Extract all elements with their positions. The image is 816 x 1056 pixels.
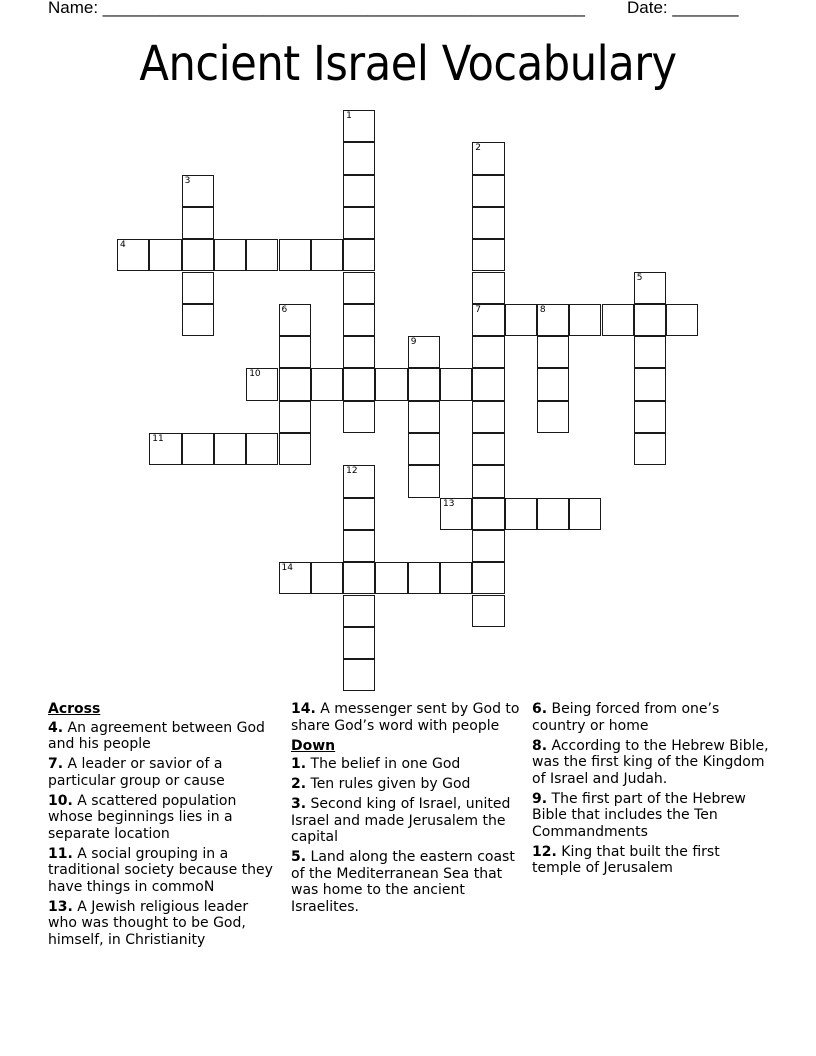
grid-cell[interactable] [472,530,504,562]
clue-down-3 [291,796,523,846]
grid-cell[interactable] [182,433,214,465]
grid-cell[interactable] [375,562,407,594]
clue-number-label: 14 [281,563,293,574]
clue-down-1 [291,756,523,773]
grid-cell[interactable] [375,368,407,400]
grid-cell[interactable] [343,627,375,659]
grid-cell[interactable] [472,562,504,594]
grid-cell[interactable] [472,498,504,530]
clue-number-label: 8 [539,304,546,315]
clue-number: 8. [532,737,548,754]
grid-cell[interactable] [246,368,278,400]
grid-cell[interactable] [408,562,440,594]
clue-text: The belief in one God [310,756,461,772]
grid-cell[interactable] [311,239,343,271]
clue-number-label: 5 [636,272,643,283]
clue-text: King that built the first temple of Jerusalem [532,843,720,876]
grid-cell[interactable] [634,304,666,336]
grid-cell[interactable] [182,304,214,336]
clue-text: A leader or savior of a particular group or cause [48,756,225,789]
grid-cell[interactable] [505,304,537,336]
grid-cell[interactable] [149,239,181,271]
clue-number-label: 2 [475,143,482,154]
clue-number: 5. [291,849,307,865]
grid-cell[interactable] [279,304,311,336]
clue-text: According to the Hebrew Bible, was the first king of the Kingdom of Israel and Judah. [532,737,769,787]
grid-cell[interactable] [343,110,375,142]
clue-across-13 [48,899,280,949]
clue-number-label: 10 [249,369,261,380]
clue-column-3 [532,701,772,880]
clue-text: Land along the eastern coast of the Mediterranean Sea that was home to the ancient Israelites. [291,849,515,915]
grid-cell[interactable] [440,498,472,530]
name-label: Name: [48,0,103,17]
clue-down-9 [532,791,772,841]
clue-number-label: 13 [443,498,455,509]
clue-down-6 [532,701,772,734]
clue-number-label: 3 [184,175,191,186]
clue-down-2 [291,776,523,793]
clue-across-11 [48,846,280,896]
clue-number: 4. [48,719,64,736]
grid-cell[interactable] [408,368,440,400]
clue-across-10 [48,793,280,843]
grid-cell[interactable] [472,304,504,336]
grid-cell[interactable] [472,142,504,174]
clue-number: 12. [532,843,557,860]
clue-down-12 [532,844,772,877]
clue-column-2 [291,701,523,919]
grid-cell[interactable] [472,272,504,304]
clue-number-label: 1 [346,111,352,121]
grid-cell[interactable] [505,498,537,530]
grid-cell[interactable] [408,336,440,368]
grid-cell[interactable] [408,401,440,433]
grid-cell[interactable] [472,595,504,627]
grid-cell[interactable] [214,433,246,465]
clue-number: 11. [48,845,73,862]
grid-cell[interactable] [569,304,601,336]
grid-cell[interactable] [311,562,343,594]
grid-cell[interactable] [343,142,375,174]
clue-number-label: 11 [152,434,164,444]
clue-number: 7. [48,756,64,772]
grid-cell[interactable] [343,659,375,691]
grid-cell[interactable] [343,239,375,271]
grid-cell[interactable] [472,465,504,497]
clue-number: 1. [291,756,307,772]
grid-cell[interactable] [279,562,311,594]
grid-cell[interactable] [634,368,666,400]
grid-cell[interactable] [279,401,311,433]
grid-cell[interactable] [246,433,278,465]
grid-cell[interactable] [472,175,504,207]
clue-text: Second king of Israel, united Israel and made Jerusalem the capital [291,796,511,845]
name-line[interactable]: ___________________________________________________ [102,0,585,17]
grid-cell[interactable] [343,498,375,530]
clue-number: 14. [291,701,316,717]
grid-cell[interactable] [343,175,375,207]
grid-cell[interactable] [343,530,375,562]
grid-cell[interactable] [343,336,375,368]
grid-cell[interactable] [472,401,504,433]
grid-cell[interactable] [472,368,504,400]
grid-cell[interactable] [472,336,504,368]
grid-cell[interactable] [343,368,375,400]
date-label: Date: [627,0,673,17]
clue-text: A messenger sent by God to share God’s word with people [291,701,520,734]
clue-text: Ten rules given by God [310,776,471,792]
down-heading: Down [291,737,336,754]
grid-cell[interactable] [408,433,440,465]
clue-down-5 [291,849,523,915]
grid-cell[interactable] [279,368,311,400]
grid-cell[interactable] [117,239,149,271]
grid-cell[interactable] [343,304,375,336]
grid-cell[interactable] [343,562,375,594]
clue-number: 6. [532,701,548,717]
grid-cell[interactable] [246,239,278,271]
grid-cell[interactable] [537,304,569,336]
date-line[interactable]: _______ [672,0,739,17]
grid-cell[interactable] [343,272,375,304]
grid-cell[interactable] [149,433,181,465]
clue-across-7 [48,756,280,789]
clue-number-label: 12 [346,466,358,477]
grid-cell[interactable] [343,401,375,433]
clue-text: A Jewish religious leader who was thought to be God, himself, in Christianity [48,898,249,948]
clue-number: 9. [532,790,548,807]
clue-number-label: 6 [281,304,288,315]
clue-number-label: 9 [410,337,417,348]
grid-cell[interactable] [634,272,666,304]
grid-cell[interactable] [634,433,666,465]
grid-cell[interactable] [279,239,311,271]
clue-number: 13. [48,898,73,915]
clue-number: 10. [48,792,73,809]
grid-cell[interactable] [343,465,375,497]
clue-number: 3. [291,796,307,812]
grid-cell[interactable] [182,272,214,304]
grid-cell[interactable] [666,304,698,336]
clue-text: An agreement between God and his people [48,719,265,752]
clue-text: Being forced from one’s country or home [532,701,720,734]
page-title: Ancient Israel Vocabulary [139,36,677,92]
grid-cell[interactable] [279,336,311,368]
clue-text: The first part of the Hebrew Bible that includes the Ten Commandments [532,790,746,840]
grid-cell[interactable] [569,498,601,530]
clue-across-14 [291,701,523,734]
grid-cell[interactable] [602,304,634,336]
grid-cell[interactable] [343,595,375,627]
grid-cell[interactable] [537,368,569,400]
clue-number-label: 4 [120,240,126,251]
grid-cell[interactable] [440,562,472,594]
clue-across-4 [48,720,280,753]
grid-cell[interactable] [472,239,504,271]
clue-column-1 [48,701,280,952]
grid-cell[interactable] [182,207,214,239]
grid-cell[interactable] [472,207,504,239]
clue-down-8 [532,738,772,788]
grid-cell[interactable] [343,207,375,239]
grid-cell[interactable] [472,433,504,465]
grid-cell[interactable] [214,239,246,271]
clue-text: A scattered population whose beginnings lies in a separate location [48,792,237,842]
clue-number: 2. [291,776,307,792]
grid-cell[interactable] [537,401,569,433]
clue-number-label: 7 [475,304,482,315]
grid-cell[interactable] [537,498,569,530]
grid-cell[interactable] [537,336,569,368]
grid-cell[interactable] [440,368,472,400]
grid-cell[interactable] [311,368,343,400]
grid-cell[interactable] [182,175,214,207]
grid-cell[interactable] [634,401,666,433]
clue-text: A social grouping in a traditional society because they have things in commoN [48,845,273,895]
grid-cell[interactable] [408,465,440,497]
grid-cell[interactable] [279,433,311,465]
grid-cell[interactable] [182,239,214,271]
across-heading: Across [48,701,101,717]
grid-cell[interactable] [634,336,666,368]
